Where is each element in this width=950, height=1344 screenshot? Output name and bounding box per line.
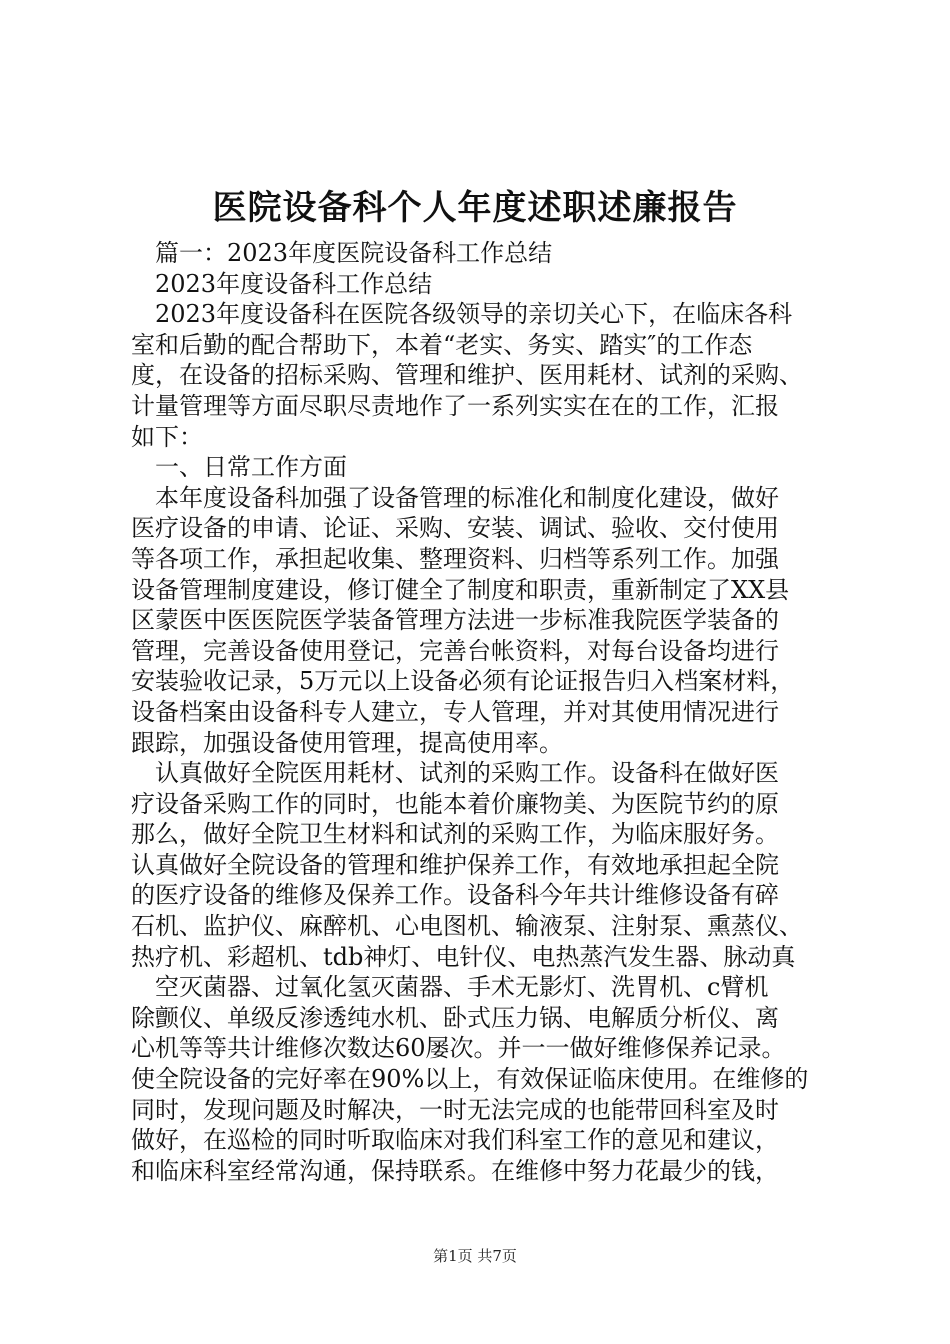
text-line: 2023年度设备科工作总结	[131, 269, 433, 298]
text-line: 2023年度设备科在医院各级领导的亲切关心下，在临床各科	[131, 300, 793, 329]
text-line: 区蒙医中医医院医学装备管理方法进一步标准我院医学装备的	[131, 606, 779, 635]
text-line: 本年度设备科加强了设备管理的标准化和制度化建设，做好	[131, 483, 779, 512]
text-line: 设备档案由设备科专人建立，专人管理，并对其使用情况进行	[131, 697, 779, 726]
text-line: 热疗机、彩超机、tdb神灯、电针仪、电热蒸汽发生器、脉动真	[131, 942, 796, 971]
text-line: 管理，完善设备使用登记，完善台帐资料，对每台设备均进行	[131, 636, 779, 665]
page-title: 医院设备科个人年度述职述廉报告	[212, 188, 738, 228]
text-line: 计量管理等方面尽职尽责地作了一系列实实在在的工作，汇报	[131, 391, 779, 420]
text-line: 跟踪，加强设备使用管理，提高使用率。	[131, 728, 563, 757]
text-line: 认真做好全院医用耗材、试剂的采购工作。设备科在做好医	[131, 759, 779, 788]
text-line: 同时，发现问题及时解决，一时无法完成的也能带回科室及时	[131, 1095, 779, 1124]
text-line: 使全院设备的完好率在90%以上，有效保证临床使用。在维修的	[131, 1065, 809, 1094]
text-line: 那么，做好全院卫生材料和试剂的采购工作，为临床服好务。	[131, 820, 779, 849]
document-body	[131, 238, 831, 1186]
text-line: 心机等等共计维修次数达60屡次。并一一做好维修保养记录。	[131, 1034, 786, 1063]
text-line: 和临床科室经常沟通，保持联系。在维修中努力花最少的钱，	[131, 1156, 779, 1185]
text-line: 室和后勤的配合帮助下，本着“老实、务实、踏实″的工作态	[131, 330, 753, 359]
text-line: 的医疗设备的维修及保养工作。设备科今年共计维修设备有碎	[131, 881, 779, 910]
text-line: 医疗设备的申请、论证、采购、安装、调试、验收、交付使用	[131, 514, 779, 543]
text-line: 等各项工作，承担起收集、整理资料、归档等系列工作。加强	[131, 544, 779, 573]
text-line: 除颤仪、单级反渗透纯水机、卧式压力锅、电解质分析仪、离	[131, 1003, 779, 1032]
text-line: 石机、监护仪、麻醉机、心电图机、输液泵、注射泵、熏蒸仪、	[131, 912, 803, 941]
text-line: 度，在设备的招标采购、管理和维护、医用耗材、试剂的采购、	[131, 361, 803, 390]
text-line: 一、日常工作方面	[131, 453, 347, 482]
text-line: 篇一：2023年度医院设备科工作总结	[131, 239, 553, 267]
text-line: 如下：	[131, 422, 203, 451]
page-footer: 第1页 共7页	[433, 1247, 517, 1265]
text-line: 安装验收记录，5万元以上设备必须有论证报告归入档案材料，	[131, 667, 795, 696]
text-line: 空灭菌器、过氧化氢灭菌器、手术无影灯、洗胃机、c臂机	[131, 973, 769, 1002]
text-line: 做好，在巡检的同时听取临床对我们科室工作的意见和建议，	[131, 1126, 779, 1155]
text-line: 设备管理制度建设，修订健全了制度和职责，重新制定了XX县	[131, 575, 790, 604]
text-line: 疗设备采购工作的同时，也能本着价廉物美、为医院节约的原	[131, 789, 779, 818]
text-line: 认真做好全院设备的管理和维护保养工作，有效地承担起全院	[131, 850, 779, 879]
